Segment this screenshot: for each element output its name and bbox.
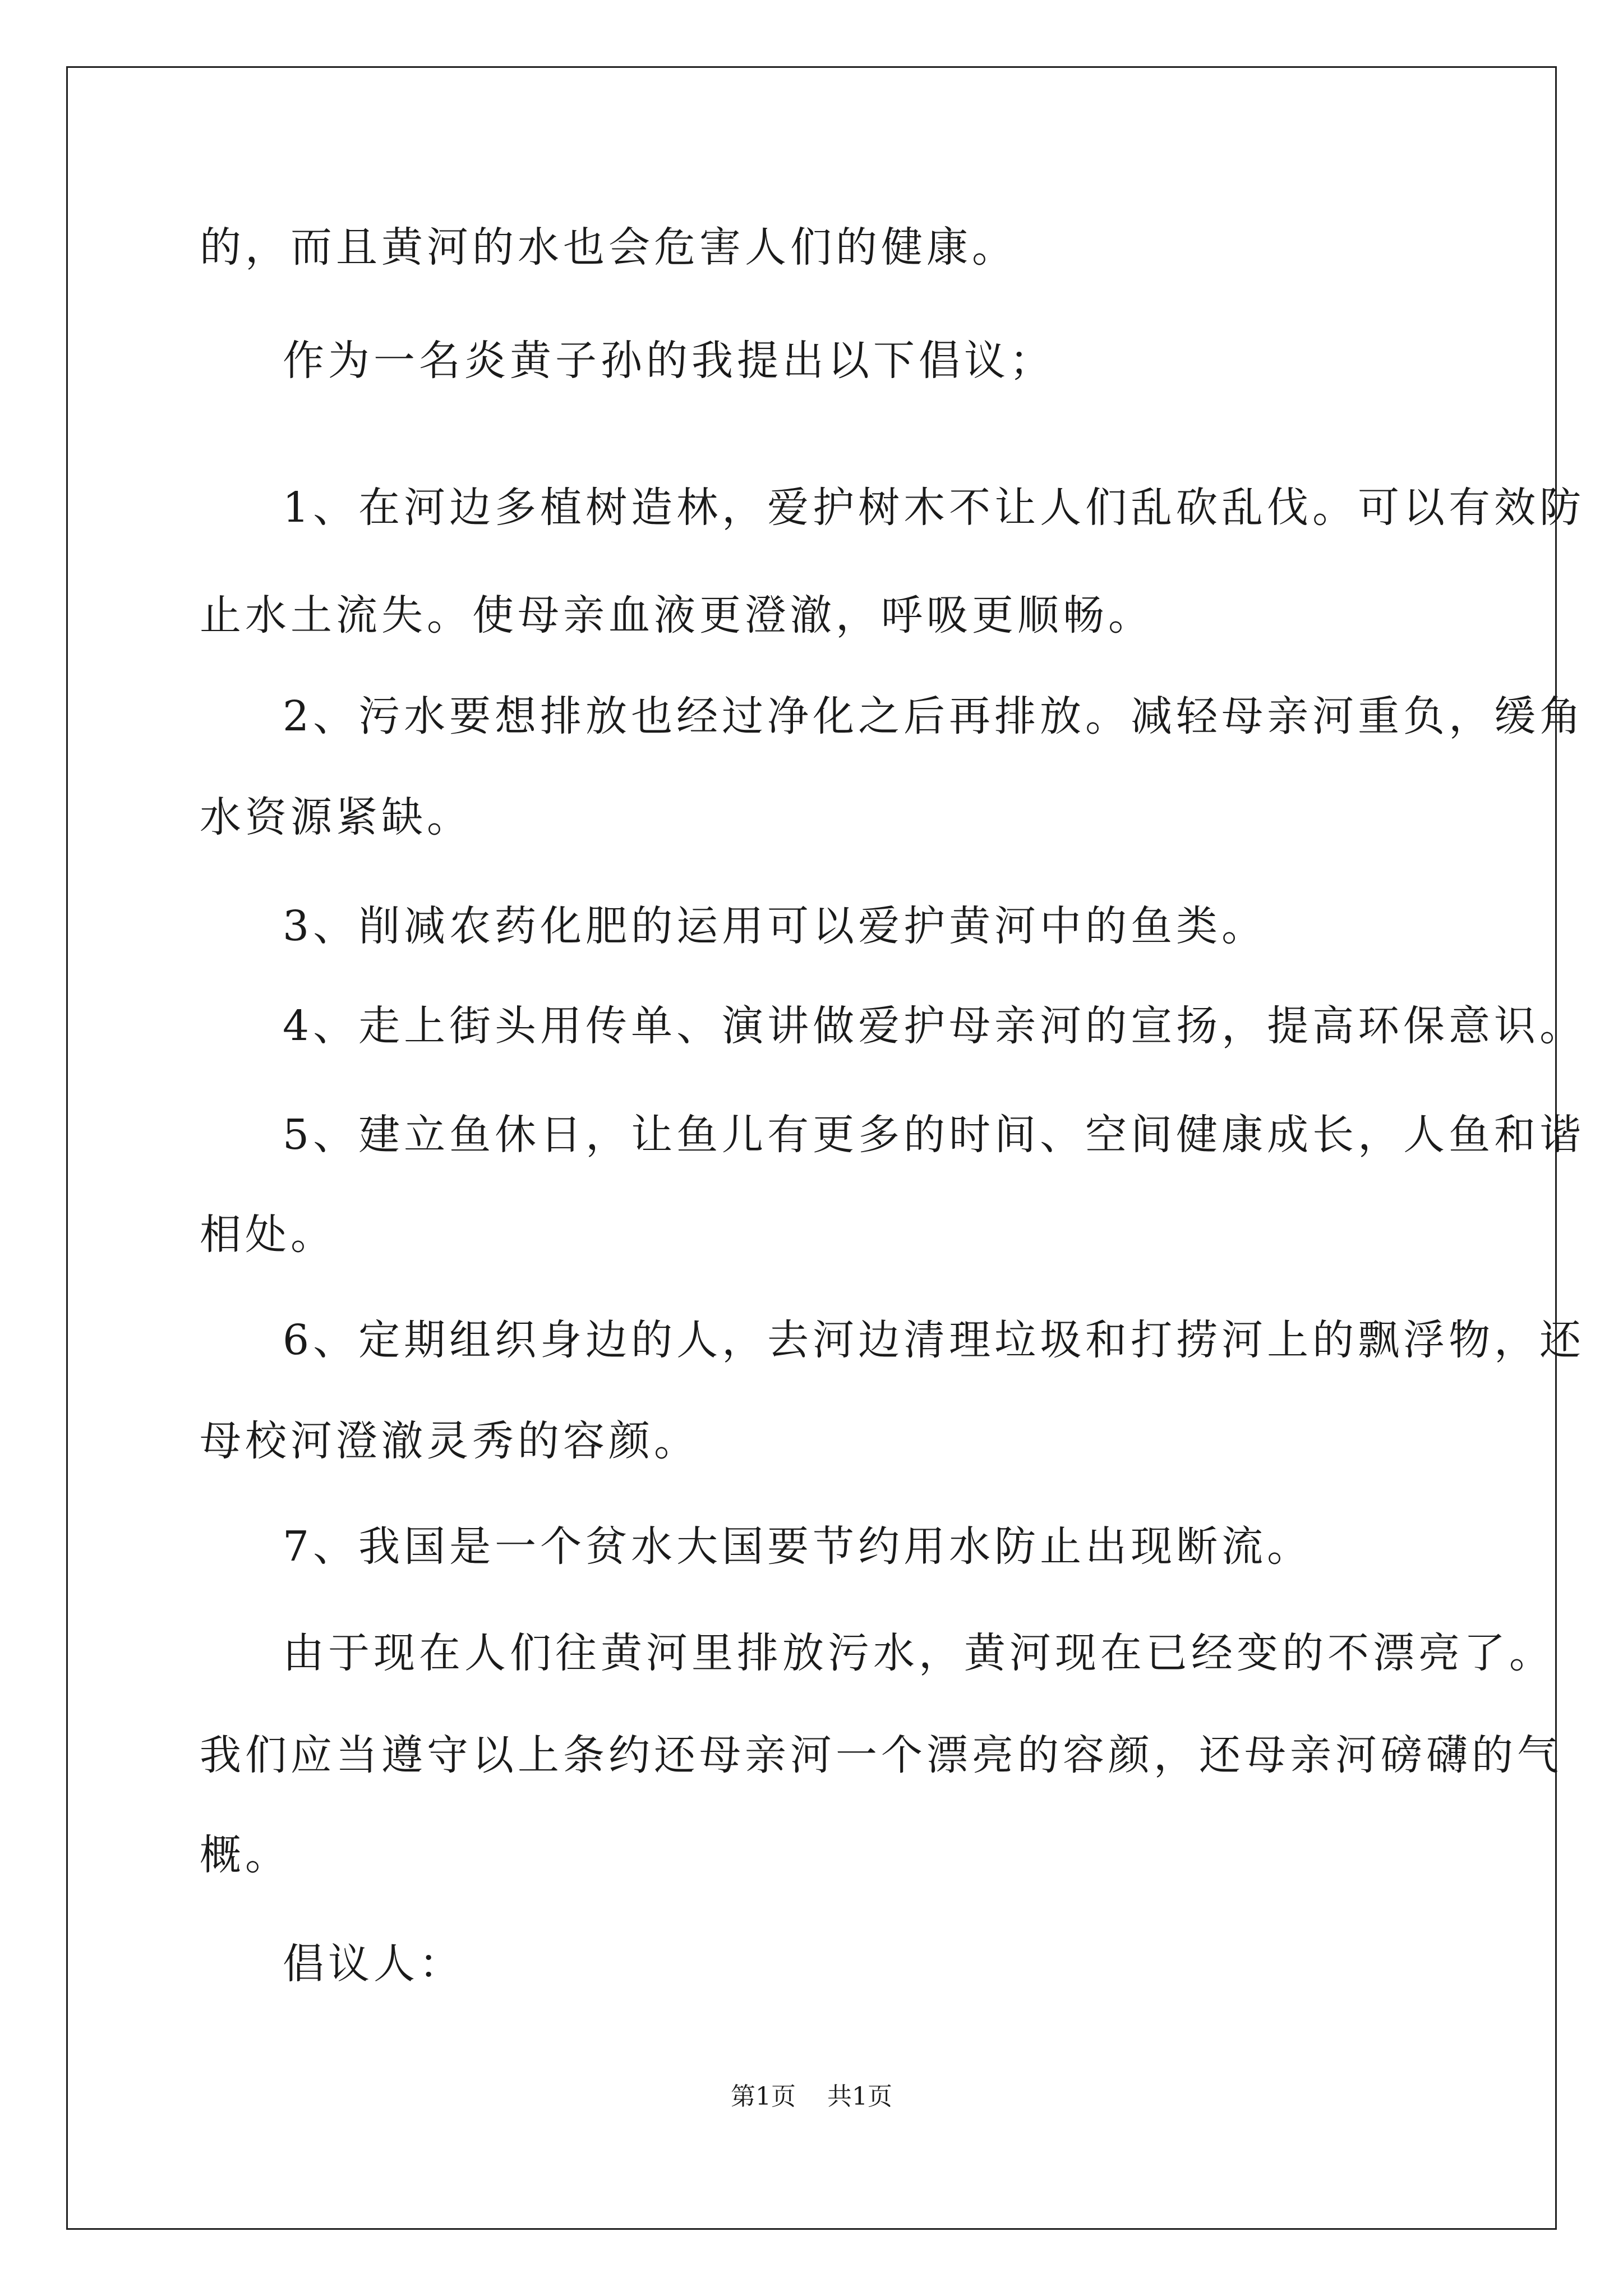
text-line-5: 2、污水要想排放也经过净化之后再排放。减轻母亲河重负，缓角 bbox=[283, 692, 1585, 740]
page-number-total: 共1页 bbox=[827, 2082, 892, 2111]
text-line-6: 水资源紧缺。 bbox=[200, 793, 472, 841]
text-line-7: 3、削减农药化肥的运用可以爱护黄河中的鱼类。 bbox=[283, 902, 1267, 950]
text-line-4: 止水土流失。使母亲血液更澄澈，呼吸更顺畅。 bbox=[200, 591, 1154, 639]
text-line-15: 我们应当遵守以上条约还母亲河一个漂亮的容颜，还母亲河磅礴的气 bbox=[200, 1731, 1562, 1779]
text-line-12: 母校河澄澈灵秀的容颜。 bbox=[200, 1417, 699, 1465]
text-line-9: 5、建立鱼休日，让鱼儿有更多的时间、空间健康成长，人鱼和谐 bbox=[283, 1111, 1585, 1159]
text-line-13: 7、我国是一个贫水大国要节约用水防止出现断流。 bbox=[283, 1522, 1313, 1571]
page-footer bbox=[0, 2082, 1623, 2111]
text-line-11: 6、定期组织身边的人，去河边清理垃圾和打捞河上的飘浮物，还 bbox=[283, 1316, 1585, 1364]
page-number-current: 第1页 bbox=[731, 2082, 796, 2111]
text-line-16: 概。 bbox=[200, 1831, 291, 1879]
text-line-3: 1、在河边多植树造林，爱护树木不让人们乱砍乱伐。可以有效防 bbox=[283, 484, 1585, 532]
text-line-2: 作为一名炎黄子孙的我提出以下倡议； bbox=[283, 337, 1055, 385]
text-line-1: 的，而且黄河的水也会危害人们的健康。 bbox=[200, 223, 1017, 272]
text-line-17: 倡议人： bbox=[283, 1940, 464, 1988]
text-line-14: 由于现在人们往黄河里排放污水，黄河现在已经变的不漂亮了。 bbox=[283, 1629, 1555, 1677]
text-line-10: 相处。 bbox=[200, 1211, 336, 1259]
text-line-8: 4、走上街头用传单、演讲做爱护母亲河的宣扬，提高环保意识。 bbox=[283, 1002, 1585, 1050]
